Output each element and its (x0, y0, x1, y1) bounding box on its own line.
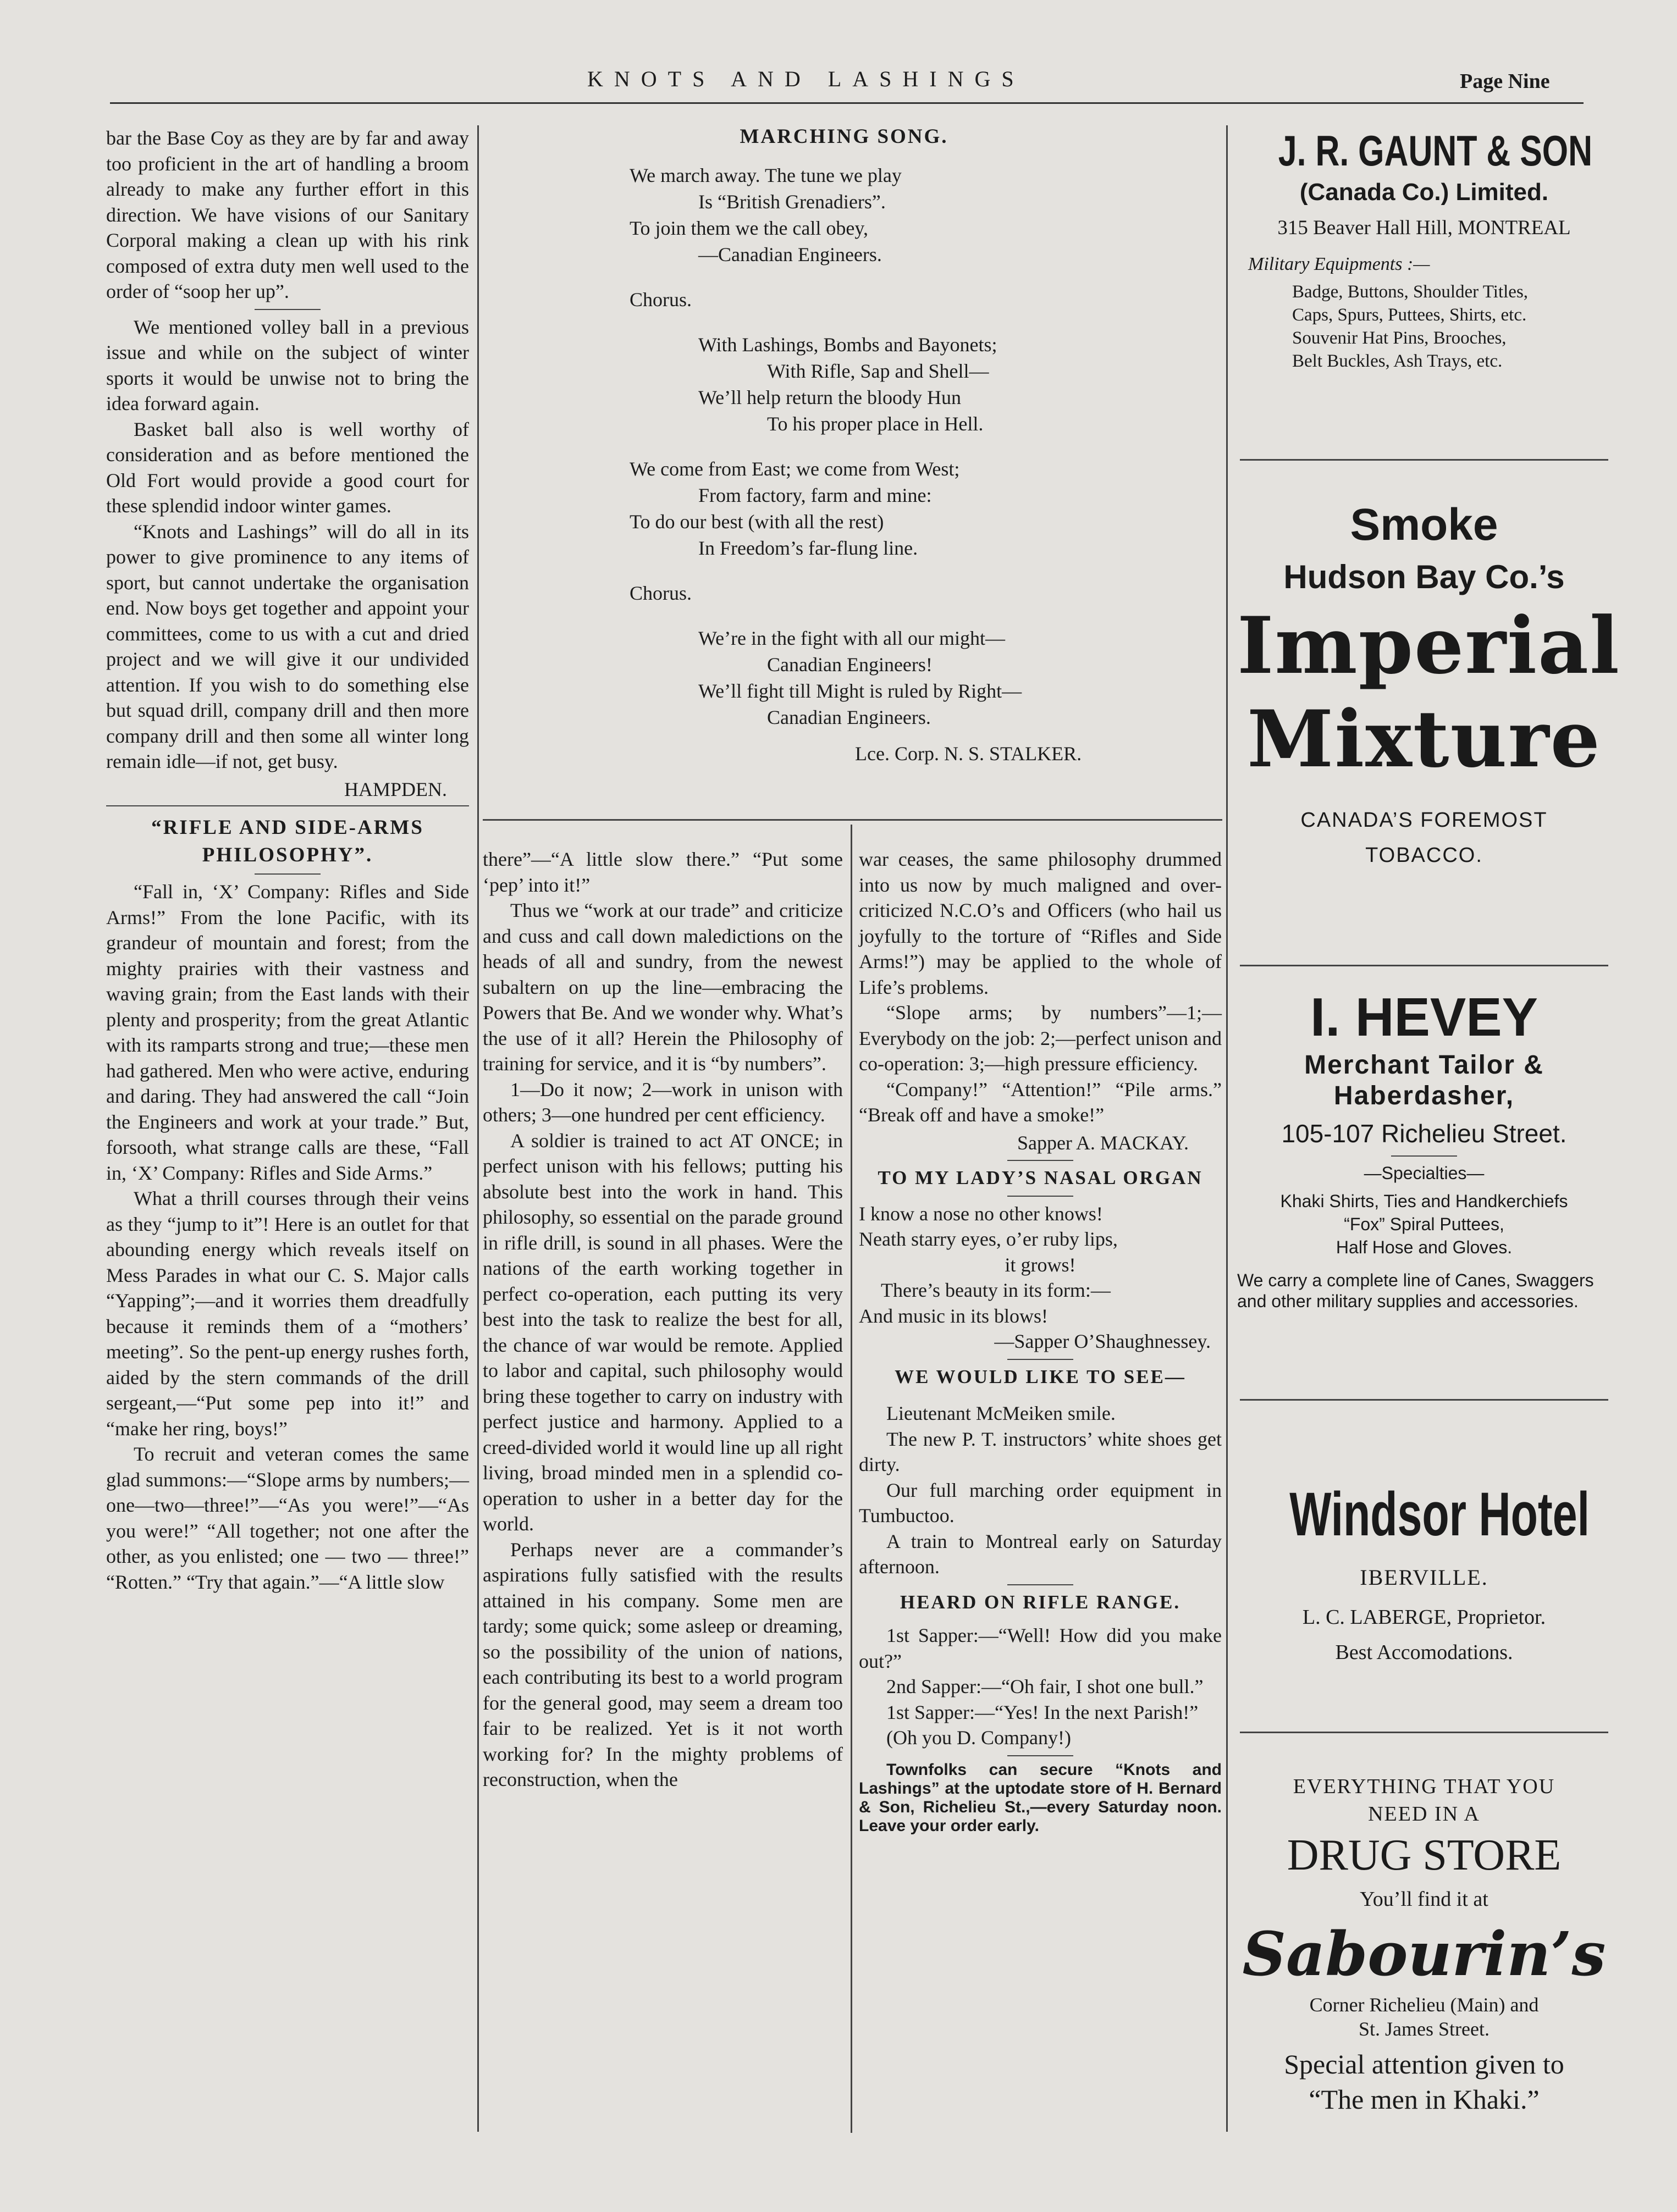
ad-rule (1240, 1732, 1608, 1733)
column-2 (483, 847, 843, 1793)
poem-bottom-rule (483, 819, 1222, 821)
poem-line: In Freedom’s far-flung line. (698, 537, 918, 559)
range-line: 1st Sapper:—“Yes! In the next Parish!” (886, 1701, 1199, 1723)
column-rule (1226, 125, 1228, 2132)
gaunt-name: J. R. GAUNT & SON (1278, 126, 1593, 175)
see-heading: WE WOULD LIKE TO SEE— (895, 1365, 1186, 1387)
col2-paragraph: Perhaps never are a commander’s aspirations fully satisfied with the results attained in his company. Some men are tardy; some quick; some asleep or dreaming, so the possibility of the union of nations, each contributing its best to a world program for the general good, may seem a dream too fair to be realized. Yet is it not worth working for? In the mighty problems of reconstruction, when the (483, 1538, 843, 1790)
header-rule (110, 102, 1584, 104)
hevey-line: Haberdasher, (1333, 1081, 1515, 1110)
see-item: A train to Montreal early on Saturday afternoon. (859, 1530, 1222, 1578)
poem-line: Canadian Engineers. (767, 706, 931, 728)
hevey-line: Merchant Tailor & (1304, 1050, 1544, 1080)
hevey-carry: We carry a complete line of Canes, Swaggers and other military supplies and accessories. (1237, 1270, 1594, 1311)
col1-volleyball-paragraph: We mentioned volley ball in a previous issue and while on the subject of winter sports it would be unwise not to bring the idea forward again. (106, 316, 469, 414)
column-1 (106, 125, 469, 1595)
divider (255, 873, 321, 875)
poem-line: With Lashings, Bombs and Bayonets; (698, 334, 997, 356)
divider (1007, 1359, 1073, 1360)
chorus-label: Chorus. (630, 289, 692, 311)
tobacco-ad (1237, 495, 1621, 873)
nasal-line: it grows! (1005, 1253, 1076, 1276)
poem-line: We march away. The tune we play (630, 164, 902, 186)
col1-sport-paragraph: “Knots and Lashings” will do all in its power to give prominence to any items of sport, but cannot undertake the organisation end. Now boys get together and appoint your committees, come to us with a cut and dried project and we will give it our undivided attention. If you wish to do something else but squad drill, company drill and then more company drill and then some all winter long remain idle—if not, get busy. (106, 520, 469, 772)
see-item: Lieutenant McMeiken smile. (886, 1402, 1116, 1424)
poem-chorus-2 (698, 625, 1210, 731)
poem-line: Is “British Grenadiers”. (698, 191, 886, 213)
gaunt-address: 315 Beaver Hall Hill, MONTREAL (1277, 217, 1571, 239)
poem-line: —Canadian Engineers. (698, 244, 882, 266)
nasal-line: And music in its blows! (859, 1304, 1049, 1327)
column-rule (851, 825, 852, 2133)
divider (1007, 1755, 1073, 1756)
poem-verse-1 (630, 162, 1210, 268)
poem-line: To do our best (with all the rest) (630, 511, 884, 533)
drugstore-ad (1237, 1773, 1611, 2117)
range-line: 2nd Sapper:—“Oh fair, I shot one bull.” (886, 1675, 1204, 1697)
col3-paragraph: “Company!” “Attention!” “Pile arms.” “Break off and have a smoke!” (859, 1078, 1222, 1126)
rifle-paragraph-1: “Fall in, ‘X’ Company: Rifles and Side Arms!” From the lone Pacific, with its grandeur of mountain and forest; from the mighty prairies with their vastness and waving grain; from the East lands with their plenty and prosperity; from the great Atlantic with its ramparts strong and true;—these men had gathered. Men who were active, enduring and daring. They had answered the call “Join the Engineers and work at your trade.” But, forsooth, what strange calls are these, “Fall in, ‘X’ Company: Rifles and Side Arms.” (106, 881, 469, 1184)
sabourin-name: Sabourin’s (1242, 1918, 1606, 1989)
windsor-ad (1237, 1479, 1611, 1670)
poem-line: From factory, farm and mine: (698, 484, 932, 506)
poem-line: Canadian Engineers! (767, 654, 933, 676)
townfolks-note: Townfolks can secure “Knots and Lashings” at the uptodate store of H. Bernard & Son, Richelieu St.,—every Saturday noon. Leave your order early. (859, 1760, 1222, 1835)
rifle-paragraph-2: What a thrill courses through their veins as they “jump to it”! Here is an outlet for that abounding energy which reveals itself on Mess Parades in what our C. S. Major calls “Yapping”;—and it worries them dreadfully because it reminds them of a “mothers’ meeting”. So the pent-up energy rushes forth, aided by the stern commands of the drill sergeant,—“Put some pep into it!” and “make her ring, boys!” (106, 1187, 469, 1440)
col2-paragraph: A soldier is trained to act AT ONCE; in perfect unison with his fellows; putting his absolute best into the work in hand. This philosophy, so essential on the parade ground in rifle drill, is sound in all phases. Were the nations of the earth working together in perfect co-operation, each putting its very best into the task to realize the best for all, the chance of war would be remote. Applied to labor and capital, such philosophy would bring these together to carry on industry with perfect justice and harmony. Applied to a creed-divided world it would line up all right living, broad minded men in a splendid co-operation to usher in a better day for the world. (483, 1129, 843, 1535)
poem-line: We’ll help return the bloody Hun (698, 386, 961, 408)
drug-line: NEED IN A (1368, 1802, 1480, 1826)
divider (1007, 1196, 1073, 1197)
windsor-accommodations: Best Accomodations. (1335, 1641, 1513, 1664)
ad-rule (1240, 965, 1608, 966)
smoke-imperial: Imperial (1237, 600, 1621, 692)
col3-paragraph: war ceases, the same philosophy drummed into us now by much maligned and over-criticized N.C.O’s and Officers (who hail us joyfully to the torture of “Rifles and Side Arms!”) may be applied to the whole of Life’s problems. (859, 848, 1222, 998)
nasal-line: Neath starry eyes, o’er ruby lips, (859, 1228, 1118, 1250)
drug-line: EVERYTHING THAT YOU (1293, 1775, 1555, 1798)
smoke-mixture: Mixture (1247, 694, 1601, 785)
mackay-signature: Sapper A. MACKAY. (1017, 1131, 1189, 1154)
rifle-paragraph-3: To recruit and veteran comes the same glad summons:—“Slope arms by numbers;—one—two—three!”—“As you were!”—“As you were!” “All together; not one after the other, as you enlisted; one — two — three!” “Rotten.” “Try that again.”—“A little slow (106, 1443, 469, 1593)
page-header (110, 62, 1595, 106)
col1-basketball-paragraph: Basket ball also is well worthy of consideration and as before mentioned the Old Fort would provide a good court for these splendid indoor winter games. (106, 418, 469, 517)
masthead-title: KNOTS AND LASHINGS (587, 67, 1025, 91)
rifle-heading: “RIFLE AND SIDE-ARMS PHILOSOPHY”. (151, 816, 424, 866)
poem-title: MARCHING SONG. (740, 125, 948, 148)
col2-paragraph: 1—Do it now; 2—work in unison with others; 3—one hundred per cent efficiency. (483, 1078, 843, 1126)
drug-address: St. James Street. (1359, 2018, 1490, 2040)
col3-paragraph: “Slope arms; by numbers”—1;—Everybody on the job: 2;—perfect unison and co-operation: 3;—high pressure efficiency. (859, 1002, 1222, 1075)
gaunt-item: Belt Buckles, Ash Trays, etc. (1292, 351, 1503, 371)
chorus-label: Chorus. (630, 582, 692, 604)
ad-rule (1240, 459, 1608, 461)
smoke-line: TOBACCO. (1365, 844, 1483, 867)
drug-line: You’ll find it at (1360, 1888, 1488, 1911)
gaunt-item: Caps, Spurs, Puttees, Shirts, etc. (1292, 305, 1527, 325)
divider (1007, 1160, 1073, 1161)
range-heading: HEARD ON RIFLE RANGE. (900, 1591, 1181, 1613)
smoke-line: Hudson Bay Co.’s (1283, 558, 1565, 595)
gaunt-ad (1237, 125, 1611, 455)
divider (255, 309, 321, 310)
hampden-signature: HAMPDEN. (344, 778, 447, 800)
gaunt-sub: (Canada Co.) Limited. (1299, 179, 1549, 206)
poem-line: We’re in the fight with all our might— (698, 627, 1005, 649)
ad-rule (1240, 1399, 1608, 1401)
poem-line: We’ll fight till Might is ruled by Right— (698, 680, 1022, 702)
col1-top-paragraph: bar the Base Coy as they are by far and away too proficient in the art of handling a broom already to make any further effort in this direction. We have visions of our Sanitary Corporal making a clean up with his rink composed of extra duty men well used to the order of “soop her up”. (106, 127, 469, 302)
drug-tagline: “The men in Khaki.” (1309, 2084, 1540, 2115)
hevey-item: Half Hose and Gloves. (1336, 1237, 1513, 1257)
hevey-specialties: —Specialties— (1364, 1163, 1485, 1183)
range-line: 1st Sapper:—“Well! How did you make out?” (859, 1624, 1222, 1672)
divider (1007, 1584, 1073, 1585)
poem-line: To join them we the call obey, (630, 217, 869, 239)
nasal-heading: TO MY LADY’S NASAL ORGAN (878, 1167, 1203, 1188)
gaunt-item: Badge, Buttons, Shoulder Titles, (1292, 282, 1529, 302)
windsor-proprietor: L. C. LABERGE, Proprietor. (1302, 1606, 1546, 1629)
col2-paragraph: Thus we “work at our trade” and criticize and cuss and call down maledictions on the heads of all and sundry, from the newest subaltern on up the line—embracing the Powers that Be. And we wonder why. What’s the use of it all? Herein the Philosophy of training for service, and it is “by numbers”. (483, 899, 843, 1075)
gaunt-items (1292, 280, 1611, 373)
drug-address: Corner Richelieu (Main) and (1309, 1994, 1539, 2016)
column-3 (859, 847, 1222, 1835)
hevey-ad (1237, 984, 1611, 1312)
gaunt-label: Military Equipments :— (1248, 254, 1430, 274)
nasal-line: I know a nose no other knows! (859, 1202, 1103, 1225)
poem-line: We come from East; we come from West; (630, 458, 960, 480)
drug-store-title: DRUG STORE (1287, 1831, 1562, 1879)
nasal-line: There’s beauty in its form:— (881, 1279, 1111, 1301)
gaunt-item: Souvenir Hat Pins, Brooches, (1292, 328, 1507, 348)
poem-chorus-1 (698, 331, 1210, 437)
smoke-line: Smoke (1350, 500, 1498, 550)
windsor-town: IBERVILLE. (1360, 1565, 1488, 1590)
nasal-author: —Sapper O’Shaughnessey. (994, 1330, 1211, 1352)
divider (106, 805, 469, 806)
col2-paragraph: there”—“A little slow there.” “Put some ‘pep’ into it!” (483, 848, 843, 896)
see-item: Our full marching order equipment in Tumbuctoo. (859, 1479, 1222, 1527)
hevey-name: I. HEVEY (1310, 987, 1538, 1047)
poem-line: To his proper place in Hell. (767, 413, 984, 435)
hevey-item: “Fox” Spiral Puttees, (1344, 1214, 1504, 1234)
poem-line: With Rifle, Sap and Shell— (767, 360, 989, 382)
page-number: Page Nine (1460, 70, 1550, 93)
see-item: The new P. T. instructors’ white shoes get dirty. (859, 1428, 1222, 1475)
smoke-line: CANADA’S FOREMOST (1300, 809, 1548, 832)
range-line: (Oh you D. Company!) (886, 1727, 1071, 1749)
poem-author: Lce. Corp. N. S. STALKER. (855, 743, 1082, 765)
marching-song (478, 124, 1210, 767)
poem-verse-2 (630, 456, 1210, 561)
windsor-name: Windsor Hotel (1289, 1480, 1590, 1549)
hevey-item: Khaki Shirts, Ties and Handkerchiefs (1280, 1191, 1568, 1211)
drug-tagline: Special attention given to (1284, 2049, 1564, 2080)
hevey-address: 105-107 Richelieu Street. (1281, 1119, 1567, 1148)
